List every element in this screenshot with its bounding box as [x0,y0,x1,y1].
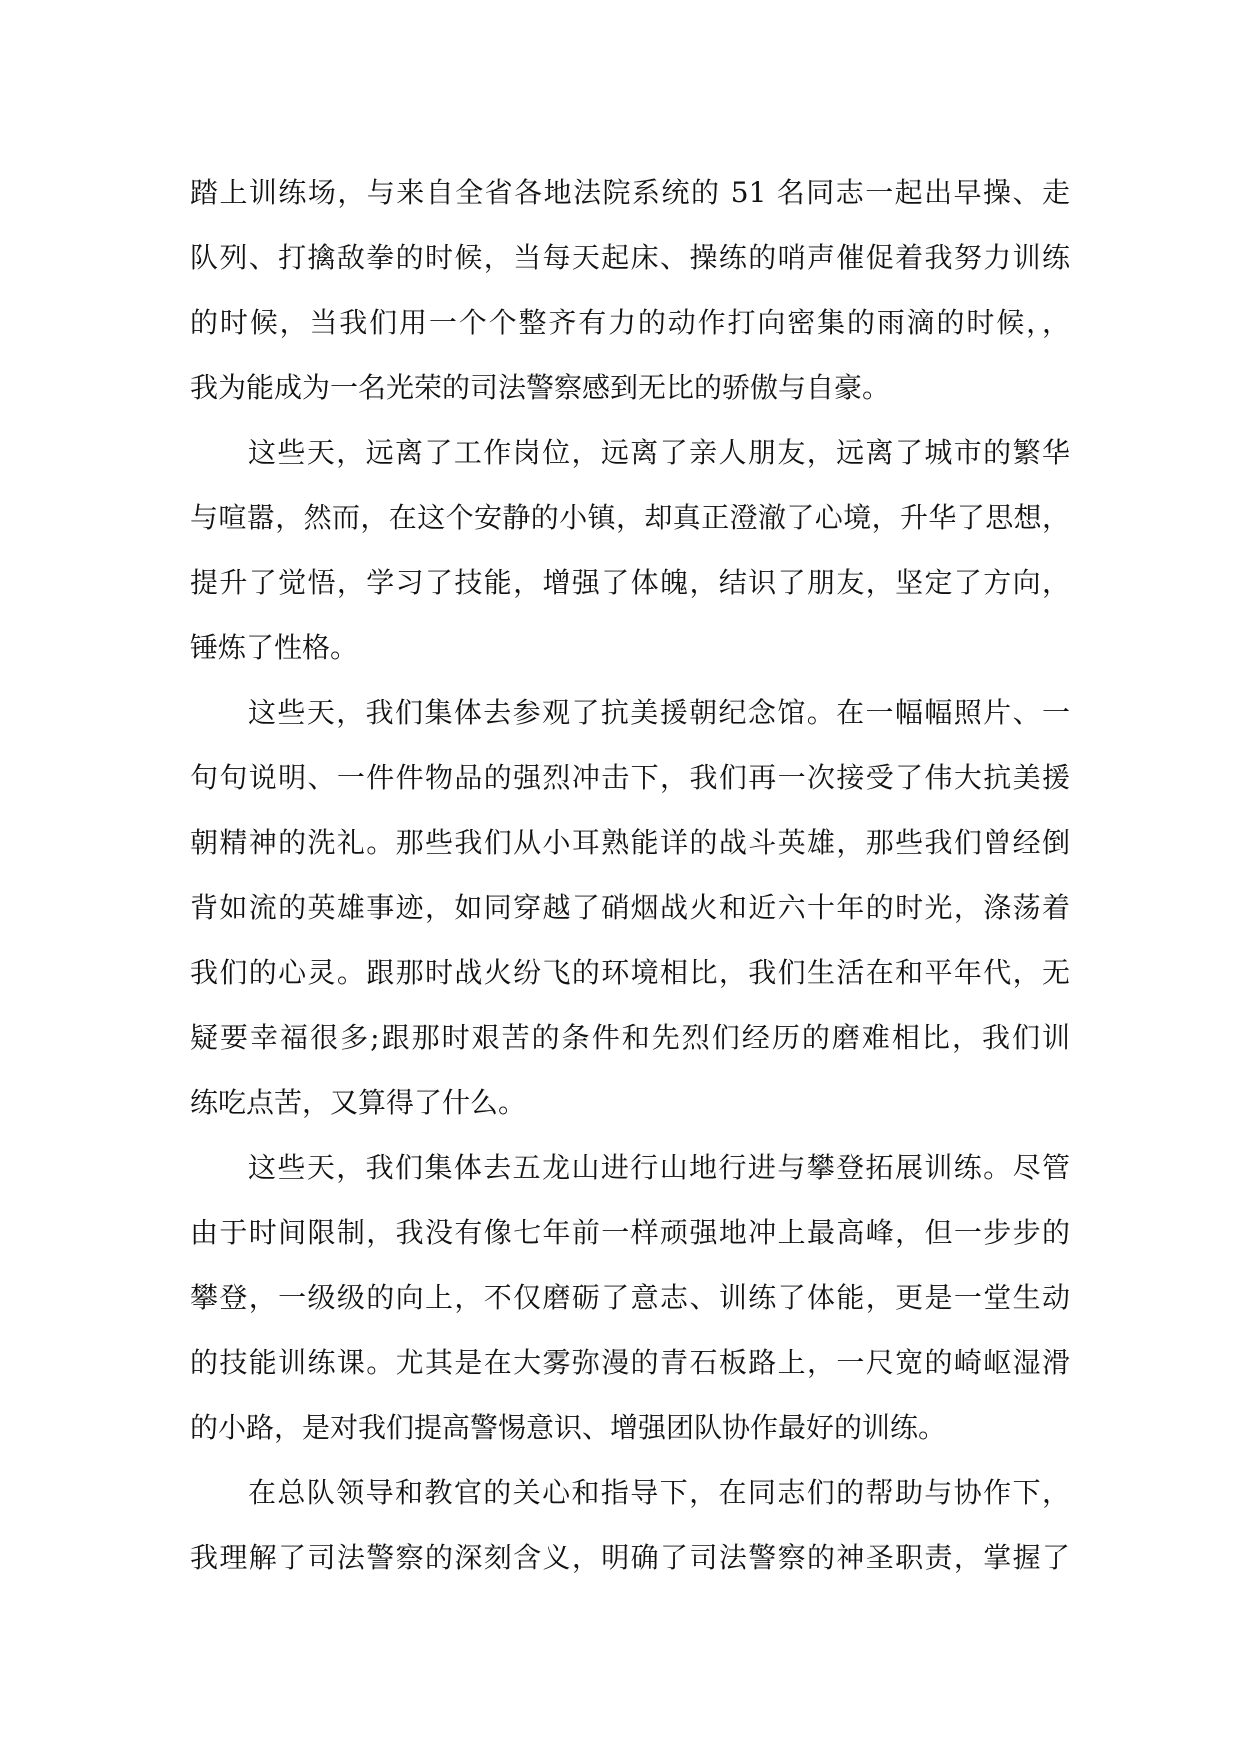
text-line: 疑要幸福很多;跟那时艰苦的条件和先烈们经历的磨难相比，我们训 [190,1021,1070,1054]
text-line: 攀登，一级级的向上，不仅磨砺了意志、训练了体能，更是一堂生动 [190,1281,1070,1314]
text-line: 在总队领导和教官的关心和指导下，在同志们的帮助与协作下， [248,1476,1070,1509]
text-line: 朝精神的洗礼。那些我们从小耳熟能详的战斗英雄，那些我们曾经倒 [190,826,1070,859]
text-line: 的时候，当我们用一个个整齐有力的动作打向密集的雨滴的时候，， [190,306,1070,339]
text-line: 锤炼了性格。 [190,631,359,664]
text-line: 这些天，我们集体去参观了抗美援朝纪念馆。在一幅幅照片、一 [248,696,1070,729]
text-line: 由于时间限制，我没有像七年前一样顽强地冲上最高峰，但一步步的 [190,1216,1070,1249]
text-line: 提升了觉悟，学习了技能，增强了体魄，结识了朋友，坚定了方向， [190,566,1070,599]
text-line: 背如流的英雄事迹，如同穿越了硝烟战火和近六十年的时光，涤荡着 [190,891,1070,924]
text-line: 踏上训练场，与来自全省各地法院系统的 51 名同志一起出早操、走 [190,176,1070,209]
text-line: 的小路，是对我们提高警惕意识、增强团队协作最好的训练。 [190,1411,947,1444]
text-line: 句句说明、一件件物品的强烈冲击下，我们再一次接受了伟大抗美援 [190,761,1070,794]
text-line: 这些天，远离了工作岗位，远离了亲人朋友，远离了城市的繁华 [248,436,1070,469]
document-body [190,160,1070,1590]
text-line: 我为能成为一名光荣的司法警察感到无比的骄傲与自豪。 [190,371,891,404]
text-line: 我理解了司法警察的深刻含义，明确了司法警察的神圣职责，掌握了 [190,1541,1070,1574]
text-line: 的技能训练课。尤其是在大雾弥漫的青石板路上，一尺宽的崎岖湿滑 [190,1346,1070,1379]
text-line: 练吃点苦，又算得了什么。 [190,1086,527,1119]
text-line: 这些天，我们集体去五龙山进行山地行进与攀登拓展训练。尽管 [248,1151,1070,1184]
text-line: 与喧嚣，然而，在这个安静的小镇，却真正澄澈了心境，升华了思想， [190,501,1070,534]
text-line: 我们的心灵。跟那时战火纷飞的环境相比，我们生活在和平年代，无 [190,956,1070,989]
text-line: 队列、打擒敌拳的时候，当每天起床、操练的哨声催促着我努力训练 [190,241,1070,274]
